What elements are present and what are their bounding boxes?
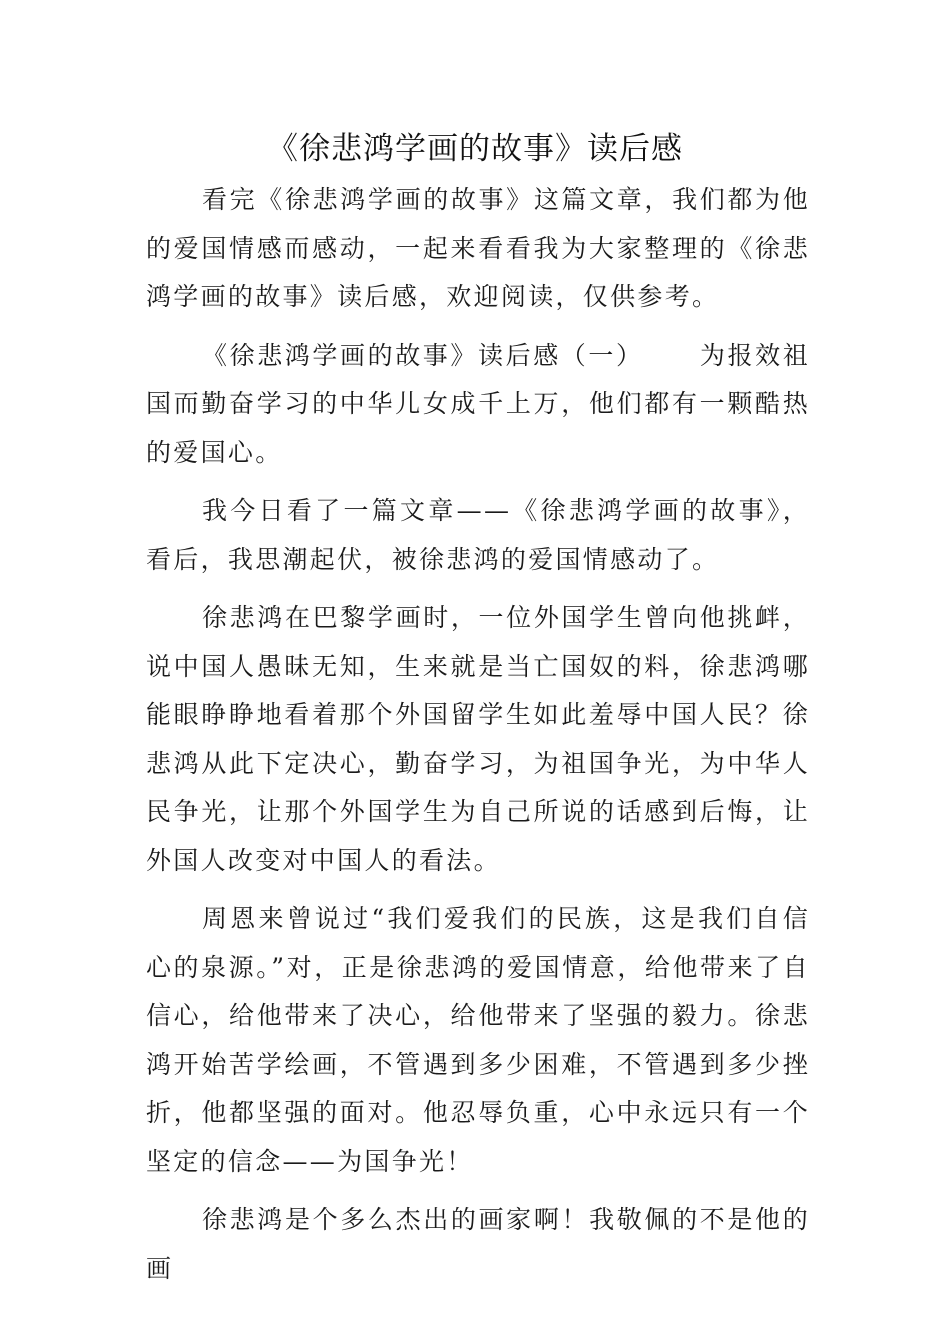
section-paragraph [146, 332, 810, 478]
document-body [146, 176, 810, 1303]
body-paragraph: 徐悲鸿是个多么杰出的画家啊！我敬佩的不是他的画 [146, 1205, 810, 1283]
intro-paragraph: 看完《徐悲鸿学画的故事》这篇文章，我们都为他的爱国情感而感动，一起来看看我为大家整理的《徐悲鸿学画的故事》读后感，欢迎阅读，仅供参考。 [146, 185, 810, 311]
body-paragraph: 周恩来曾说过“我们爱我们的民族，这是我们自信心的泉源。”对，正是徐悲鸿的爱国情意，给他带来了自信心，给他带来了决心，给他带来了坚强的毅力。徐悲鸿开始苦学绘画，不管遇到多少困难，不管遇到多少挫折，他都坚强的面对。他忍辱负重，心中永远只有一个坚定的信念——为国争光！ [146, 904, 810, 1176]
document-title: 《徐悲鸿学画的故事》读后感 [267, 131, 683, 167]
body-paragraph: 我今日看了一篇文章——《徐悲鸿学画的故事》，看后，我思潮起伏，被徐悲鸿的爱国情感动了。 [146, 496, 810, 574]
section-heading: 《徐悲鸿学画的故事》读后感（一） [202, 340, 644, 370]
body-paragraph: 徐悲鸿在巴黎学画时，一位外国学生曾向他挑衅，说中国人愚昧无知，生来就是当亡国奴的料，徐悲鸿哪能眼睁睁地看着那个外国留学生如此羞辱中国人民？徐悲鸿从此下定决心，勤奋学习，为祖国争光，为中华人民争光，让那个外国学生为自己所说的话感到后悔，让外国人改变对中国人的看法。 [146, 603, 810, 875]
section-first-paragraph: 为报效祖国而勤奋学习的中华儿女成千上万，他们都有一颗酷热的爱国心。 [146, 340, 810, 467]
